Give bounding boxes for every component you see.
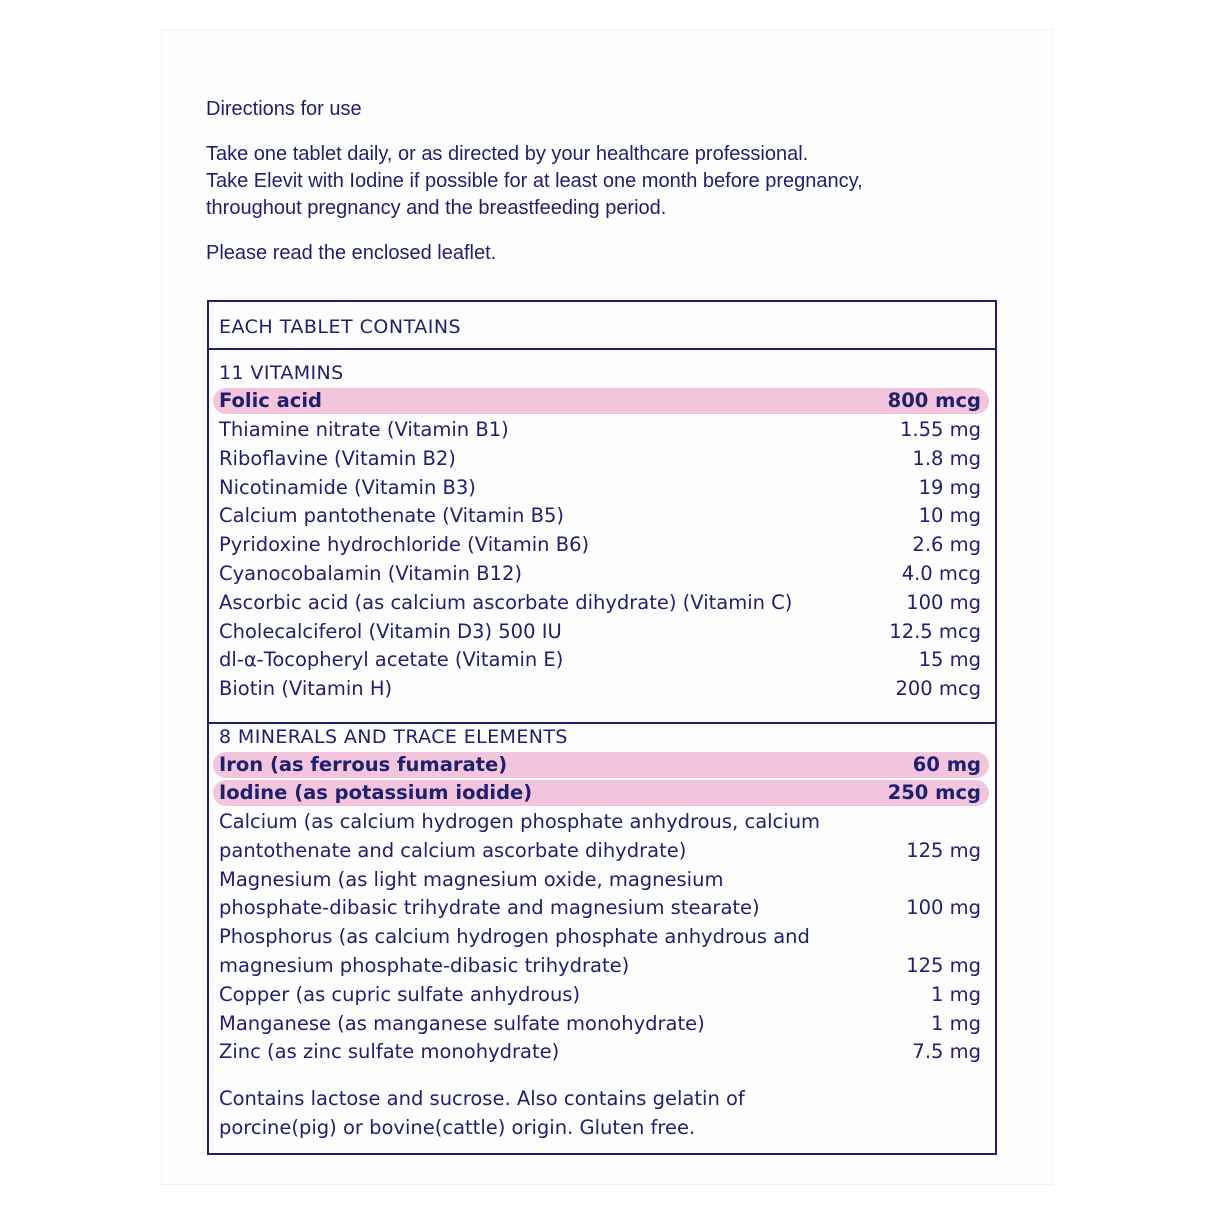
ingredient-name [219,866,891,924]
ingredient-amount: 250 mcg [887,781,981,804]
ingredient-row [209,445,995,474]
ingredient-row [209,560,995,589]
ingredient-name-line: Magnesium (as light magnesium oxide, magnesium [219,867,724,891]
ingredient-name: Manganese (as manganese sulfate monohydrate) [219,1011,705,1035]
ingredient-row [209,502,995,531]
ingredient-row-folic-acid [213,388,989,414]
ingredient-name: Biotin (Vitamin H) [219,677,393,701]
ingredients-table [207,300,997,1155]
ingredient-row [209,416,995,445]
ingredient-row [209,981,995,1010]
allergen-note-line: Contains lactose and sucrose. Also contains gelatin of [219,1087,745,1111]
ingredient-row [209,589,995,618]
ingredient-row [209,923,995,981]
directions-line: Take one tablet daily, or as directed by your healthcare professional. [206,143,809,165]
ingredient-amount: 1 mg [931,1011,981,1035]
ingredient-name-line: Phosphorus (as calcium hydrogen phosphate anhydrous and [219,925,810,949]
ingredient-name: Copper (as cupric sulfate anhydrous) [219,982,581,1006]
ingredient-name [219,808,891,866]
vitamins-section-title: 11 VITAMINS [219,362,344,384]
ingredient-amount: 125 mg [906,838,981,862]
table-title: EACH TABLET CONTAINS [209,302,995,350]
ingredient-amount: 125 mg [906,953,981,977]
ingredient-name: Thiamine nitrate (Vitamin B1) [219,418,509,441]
ingredient-row [209,618,995,647]
ingredient-amount: 100 mg [906,896,981,920]
minerals-section [209,724,995,1143]
ingredient-row-iodine [213,780,989,806]
allergen-note-line: porcine(pig) or bovine(cattle) origin. Gluten free. [219,1115,696,1139]
ingredient-name: Nicotinamide (Vitamin B3) [219,475,476,499]
ingredient-name: Pyridoxine hydrochloride (Vitamin B6) [219,533,590,557]
ingredient-row [209,646,995,675]
ingredient-name: Cholecalciferol (Vitamin D3) 500 IU [219,619,562,643]
minerals-section-title: 8 MINERALS AND TRACE ELEMENTS [219,726,568,748]
directions-block [206,96,1006,267]
ingredient-name: Calcium pantothenate (Vitamin B5) [219,504,564,528]
ingredient-row [209,675,995,704]
ingredient-amount: 1 mg [931,982,981,1006]
ingredient-name-line: Calcium (as calcium hydrogen phosphate anhydrous, calcium [219,810,821,833]
ingredient-amount: 15 mg [918,648,981,672]
ingredient-amount: 800 mcg [887,389,981,412]
ingredient-name: dl-α-Tocopheryl acetate (Vitamin E) [219,648,564,672]
ingredient-row-iron [213,752,989,778]
ingredient-name-line: pantothenate and calcium ascorbate dihydrate) [219,838,687,862]
ingredient-amount: 1.8 mg [912,446,981,470]
ingredient-name [219,923,891,981]
ingredient-name: Iron (as ferrous fumarate) [219,753,508,776]
ingredient-amount: 19 mg [918,475,981,499]
ingredient-name: Ascorbic acid (as calcium ascorbate dihydrate) (Vitamin C) [219,590,793,614]
ingredient-amount: 60 mg [912,753,981,776]
allergen-note [209,1067,995,1143]
leaflet-note: Please read the enclosed leaflet. [206,242,497,264]
ingredient-name: Zinc (as zinc sulfate monohydrate) [219,1040,560,1064]
ingredient-amount: 200 mcg [895,677,981,701]
ingredient-row [209,1010,995,1039]
directions-line: throughout pregnancy and the breastfeeding period. [206,197,667,219]
ingredient-amount: 10 mg [918,504,981,528]
ingredient-amount: 4.0 mcg [901,561,981,585]
ingredient-row [209,1038,995,1067]
directions-heading: Directions for use [206,98,362,120]
ingredient-name: Folic acid [219,389,323,412]
ingredient-name-line: phosphate-dibasic trihydrate and magnesium stearate) [219,896,760,920]
ingredient-amount: 7.5 mg [912,1040,981,1064]
ingredient-amount: 2.6 mg [912,533,981,557]
vitamins-section [209,350,995,724]
ingredient-name: Cyanocobalamin (Vitamin B12) [219,561,523,585]
ingredient-amount: 12.5 mcg [889,619,981,643]
ingredient-name-line: magnesium phosphate-dibasic trihydrate) [219,953,630,977]
ingredient-name: Riboflavine (Vitamin B2) [219,446,456,470]
ingredient-row [209,866,995,924]
ingredient-name: Iodine (as potassium iodide) [219,781,533,804]
ingredient-amount: 100 mg [906,590,981,614]
ingredient-row [209,474,995,503]
ingredient-amount: 1.55 mg [900,418,981,441]
ingredient-row [209,808,995,866]
ingredient-row [209,531,995,560]
directions-line: Take Elevit with Iodine if possible for at least one month before pregnancy, [206,170,863,192]
